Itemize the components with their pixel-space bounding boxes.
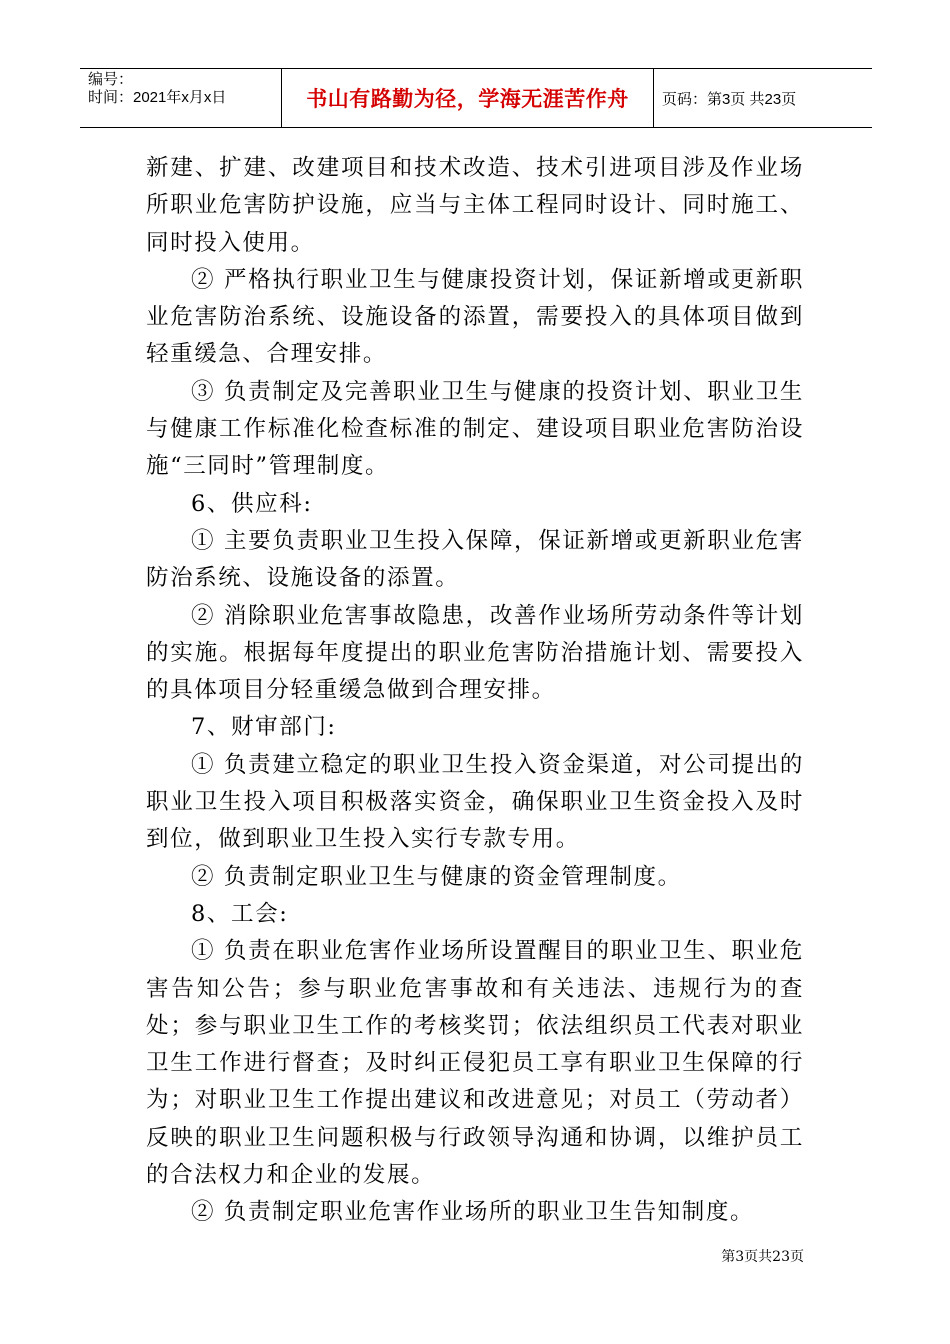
document-header xyxy=(80,68,872,128)
header-page-cell xyxy=(654,69,872,127)
paragraph: ③ 负责制定及完善职业卫生与健康的投资计划、职业卫生与健康工作标准化检查标准的制定、建设项目职业危害防治设施“三同时”管理制度。 xyxy=(146,378,804,480)
page-number-footer: 第3页共23页 xyxy=(721,1249,804,1265)
paragraph: ② 负责制定职业危害作业场所的职业卫生告知制度。 xyxy=(191,1199,755,1226)
section-heading: 7、财审部门: xyxy=(191,714,337,741)
header-motto-cell xyxy=(282,69,654,127)
header-meta xyxy=(80,69,282,127)
section-heading: 8、工会: xyxy=(191,900,289,927)
section-heading: 6、供应科: xyxy=(191,490,313,517)
paragraph: ② 负责制定职业卫生与健康的资金管理制度。 xyxy=(191,863,682,890)
header-motto: 书山有路勤为径，学海无涯苦作舟 xyxy=(306,87,629,111)
header-page-label: 页码：第3页 共23页 xyxy=(662,90,797,108)
paragraph: ② 消除职业危害事故隐患，改善作业场所劳动条件等计划的实施。根据每年度提出的职业危害防治措施计划、需要投入的具体项目分轻重缓急做到合理安排。 xyxy=(146,602,804,704)
paragraph: ① 负责建立稳定的职业卫生投入资金渠道，对公司提出的职业卫生投入项目积极落实资金，确保职业卫生资金投入及时到位，做到职业卫生投入实行专款专用。 xyxy=(146,751,804,853)
paragraph: ② 严格执行职业卫生与健康投资计划，保证新增或更新职业危害防治系统、设施设备的添置，需要投入的具体项目做到轻重缓急、合理安排。 xyxy=(146,266,804,368)
document-body xyxy=(146,150,804,1232)
paragraph: ① 主要负责职业卫生投入保障，保证新增或更新职业危害防治系统、设施设备的添置。 xyxy=(146,527,804,592)
document-number-label: 编号： xyxy=(88,71,134,88)
paragraph: 新建、扩建、改建项目和技术改造、技术引进项目涉及作业场所职业危害防护设施，应当与主体工程同时设计、同时施工、同时投入使用。 xyxy=(146,155,804,256)
document-time-label: 时间：2021年x月x日 xyxy=(88,89,227,106)
paragraph: ① 负责在职业危害作业场所设置醒目的职业卫生、职业危害告知公告；参与职业危害事故和有关违法、违规行为的查处；参与职业卫生工作的考核奖罚；依法组织员工代表对职业卫生工作进行督查；及时纠正侵犯员工享有职业卫生保障的行为；对职业卫生工作提出建议和改进意见；对员工（劳动者）反映的职业卫生问题积极与行政领导沟通和协调，以维护员工的合法权力和企业的发展。 xyxy=(146,938,804,1189)
